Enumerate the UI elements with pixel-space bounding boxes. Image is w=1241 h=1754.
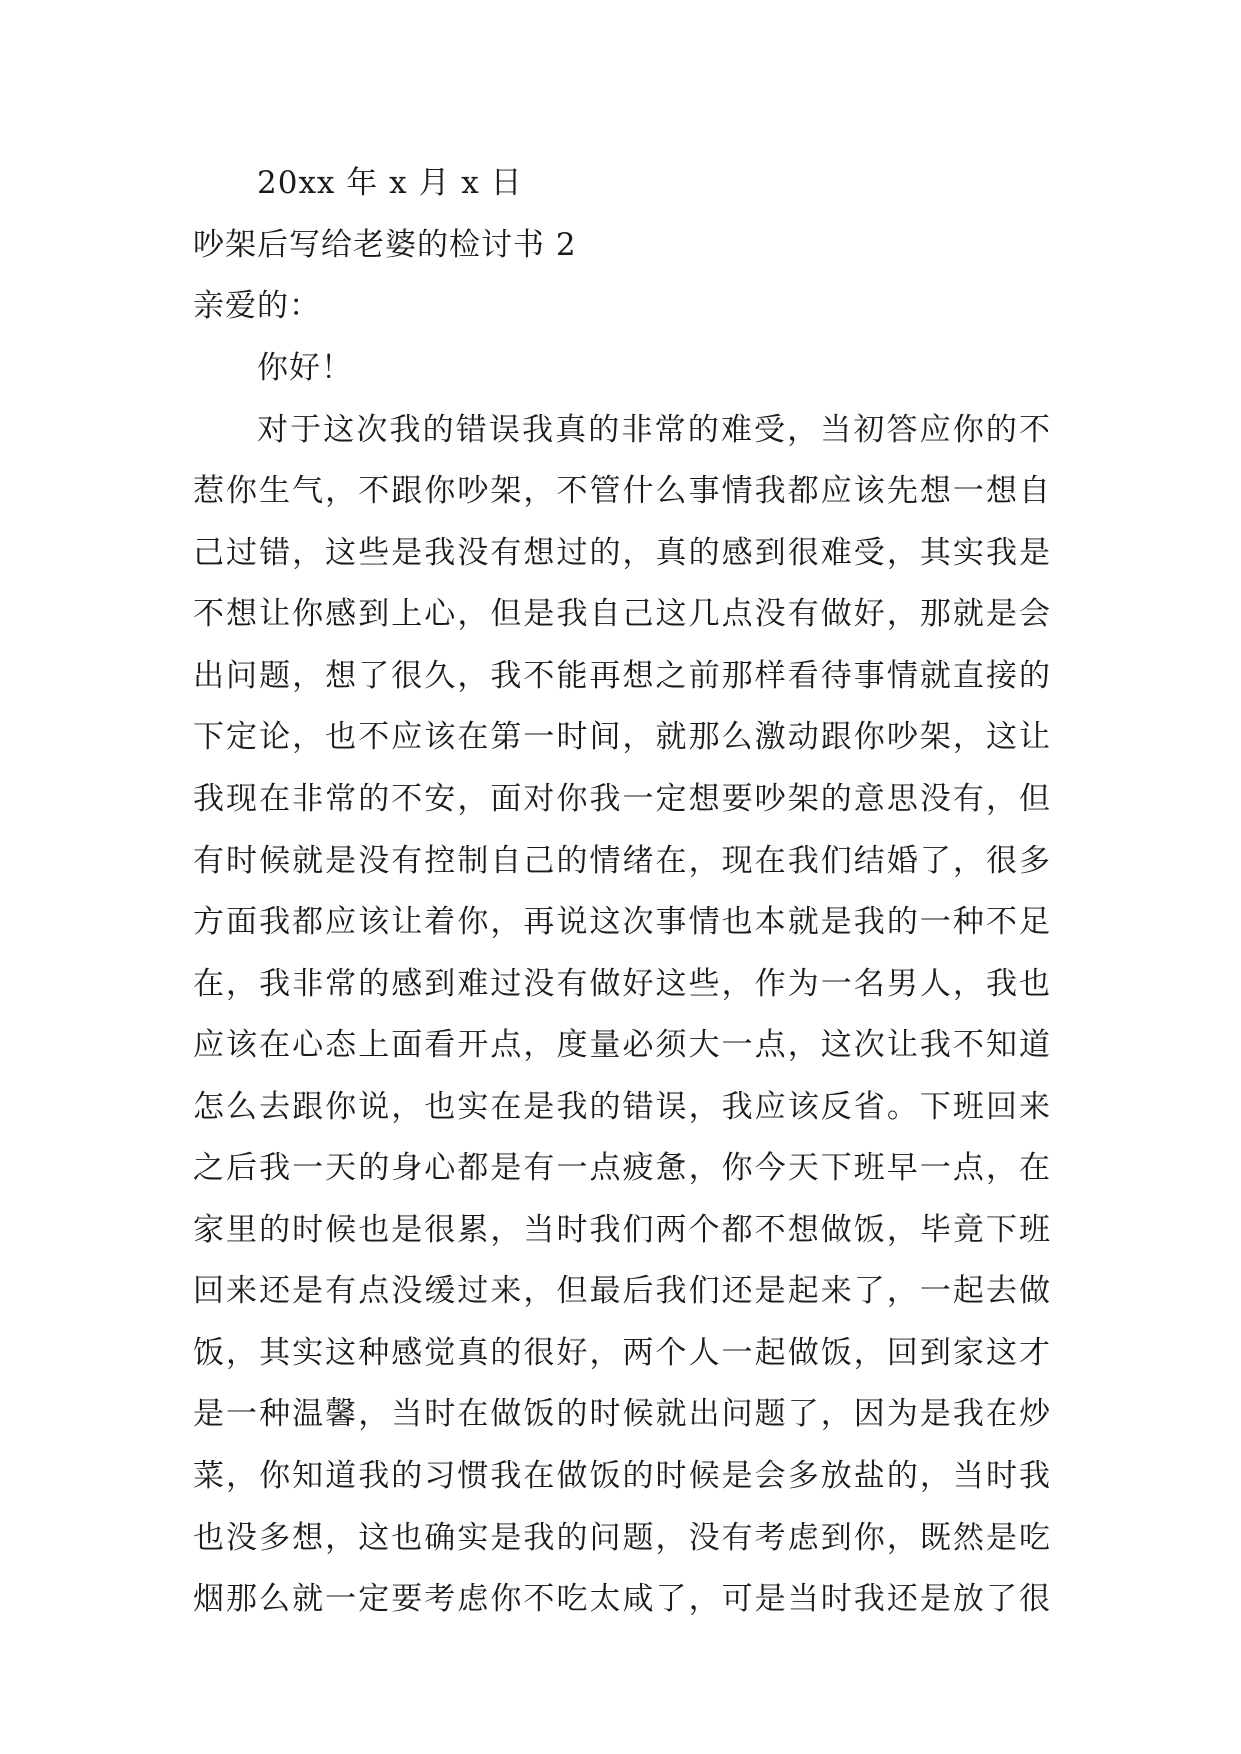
body-line: 对于这次我的错误我真的非常的难受，当初答应你的不 — [257, 412, 1050, 448]
body-line: 不想让你感到上心，但是我自己这几点没有做好，那就是会 — [193, 596, 1050, 632]
body-line: 烟那么就一定要考虑你不吃太咸了，可是当时我还是放了很 — [193, 1581, 1050, 1617]
body-line: 饭，其实这种感觉真的很好，两个人一起做饭，回到家这才 — [193, 1335, 1050, 1371]
body-line: 怎么去跟你说，也实在是我的错误，我应该反省。下班回来 — [193, 1089, 1050, 1125]
body-line: 之后我一天的身心都是有一点疲惫，你今天下班早一点，在 — [193, 1150, 1050, 1186]
body-line: 出问题，想了很久，我不能再想之前那样看待事情就直接的 — [193, 658, 1050, 694]
body-line: 也没多想，这也确实是我的问题，没有考虑到你，既然是吃 — [193, 1520, 1050, 1556]
body-line: 方面我都应该让着你，再说这次事情也本就是我的一种不足 — [193, 904, 1050, 940]
body-line: 在，我非常的感到难过没有做好这些，作为一名男人，我也 — [193, 966, 1050, 1002]
body-line: 我现在非常的不安，面对你我一定想要吵架的意思没有，但 — [193, 781, 1050, 817]
body-line: 家里的时候也是很累，当时我们两个都不想做饭，毕竟下班 — [193, 1212, 1050, 1248]
body-line: 回来还是有点没缓过来，但最后我们还是起来了，一起去做 — [193, 1273, 1050, 1309]
body-line: 应该在心态上面看开点，度量必须大一点，这次让我不知道 — [193, 1027, 1050, 1063]
body-line: 惹你生气，不跟你吵架，不管什么事情我都应该先想一想自 — [193, 473, 1050, 509]
greeting: 你好！ — [257, 350, 353, 386]
body-line: 有时候就是没有控制自己的情绪在，现在我们结婚了，很多 — [193, 843, 1050, 879]
body-line: 菜，你知道我的习惯我在做饭的时候是会多放盐的，当时我 — [193, 1458, 1050, 1494]
body-line: 下定论，也不应该在第一时间，就那么激动跟你吵架，这让 — [193, 719, 1050, 755]
date-line: 20xx 年 x 月 x 日 — [257, 165, 523, 201]
body-line: 己过错，这些是我没有想过的，真的感到很难受，其实我是 — [193, 535, 1050, 571]
salutation: 亲爱的： — [193, 288, 321, 324]
body-line: 是一种温馨，当时在做饭的时候就出问题了，因为是我在炒 — [193, 1396, 1050, 1432]
document-title: 吵架后写给老婆的检讨书 2 — [193, 227, 577, 263]
